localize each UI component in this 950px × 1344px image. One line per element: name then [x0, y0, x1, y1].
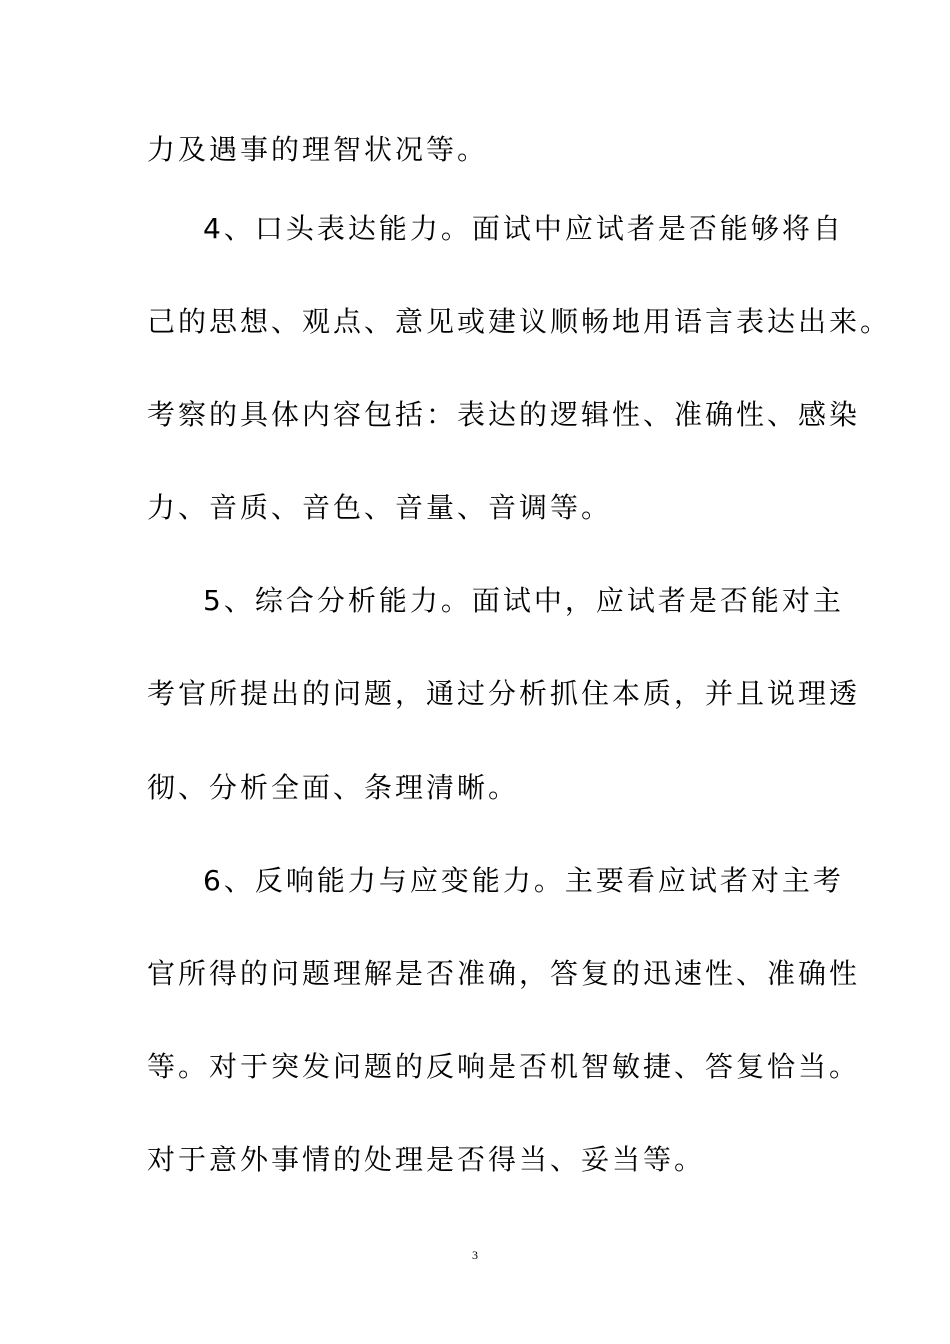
text-line: 官所得的问题理解是否准确，答复的迅速性、准确性	[147, 957, 861, 990]
page-number: 3	[472, 1248, 478, 1262]
text-line: 等。对于突发问题的反响是否机智敏捷、答复恰当。	[147, 1050, 861, 1083]
text-line: 对于意外事情的处理是否得当、妥当等。	[147, 1143, 706, 1176]
text-line: 考官所提出的问题，通过分析抓住本质，并且说理透	[147, 677, 861, 710]
text-line: 彻、分析全面、条理清晰。	[147, 771, 520, 804]
text-line: 力及遇事的理智状况等。	[147, 133, 489, 166]
text-line: 己的思想、观点、意见或建议顺畅地用语言表达出来。	[147, 305, 892, 338]
text-line: 5、综合分析能力。面试中，应试者是否能对主	[203, 584, 844, 617]
text-line: 6、反响能力与应变能力。主要看应试者对主考	[203, 864, 844, 897]
text-line: 考察的具体内容包括：表达的逻辑性、准确性、感染	[147, 398, 861, 431]
text-line: 4、口头表达能力。面试中应试者是否能够将自	[203, 212, 844, 245]
text-line: 力、音质、音色、音量、音调等。	[147, 491, 613, 524]
